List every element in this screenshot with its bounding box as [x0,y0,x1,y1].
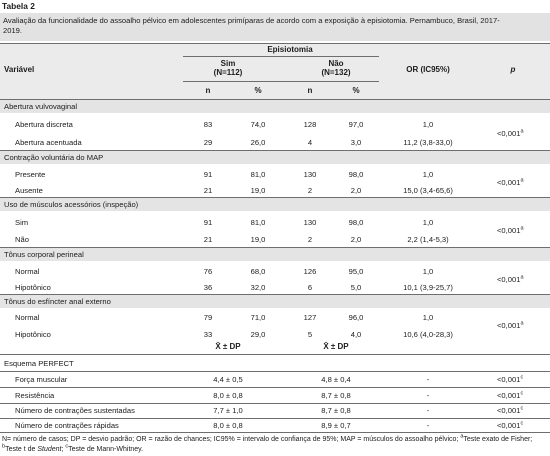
cell-nao-percent: 4,0 [350,330,362,339]
cell-nao-percent: 95,0 [348,267,364,276]
cell-or: - [426,421,430,430]
section-rule [0,354,550,355]
row-label: Normal [15,313,40,322]
row-label: Número de contrações sustentadas [15,406,135,415]
row-label: Número de contrações rápidas [15,421,119,430]
cell-p-value: <0,001$^c$ [497,420,524,430]
cell-nao-count: 126 [303,267,317,276]
cell-sim-percent: 71,0 [250,313,266,322]
cell-sim-mean: 8,0 ± 0,8 [213,391,243,400]
row-label: Resistência [15,391,55,400]
cell-p-value: <0,001$^a$ [497,274,524,284]
header-episiotomia: Episiotomia [267,45,313,54]
header-sim-percent: % [254,86,262,95]
section-bar [0,100,550,113]
cell-nao-count: 5 [307,330,313,339]
cell-sim-percent: 74,0 [250,120,266,129]
cell-nao-percent: 98,0 [348,170,364,179]
row-label: Hipotônico [15,330,51,339]
cell-sim-count: 36 [203,283,213,292]
cell-sim-percent: 19,0 [250,186,266,195]
cell-sim-count: 76 [203,267,213,276]
cell-sim-mean: 8,0 ± 0,8 [213,421,243,430]
footnote-line-2: $^b$Teste t de Student; $^c$Teste de Mann-Whitney. [2,443,144,453]
cell-nao-count: 2 [307,235,313,244]
header-sim-n: (N=112) [213,68,243,77]
cell-nao-percent: 96,0 [348,313,364,322]
cell-nao-mean: 8,9 ± 0,7 [321,421,351,430]
cell-nao-percent: 97,0 [348,120,364,129]
cell-sim-percent: 26,0 [250,138,266,147]
cell-nao-percent: 2,0 [350,186,362,195]
cell-p-value: <0,001$^c$ [497,374,524,384]
cell-or: 10,6 (4,0-28,3) [403,330,453,339]
cell-or: - [426,406,430,415]
section-label: Tônus corporal perineal [4,250,84,259]
cell-p-value: <0,001$^a$ [497,320,524,330]
header-nao-count: n [307,86,313,95]
cell-sim-count: 21 [203,186,213,195]
row-label: Normal [15,267,40,276]
cell-or: 2,2 (1,4-5,3) [407,235,449,244]
row-label: Hipotônico [15,283,51,292]
cell-nao-percent: 5,0 [350,283,362,292]
header-nao: Não [328,59,344,68]
cell-or: 1,0 [422,313,434,322]
row-label: Ausente [15,186,43,195]
cell-p-value: <0,001$^c$ [497,405,524,415]
header-sim-count: n [205,86,211,95]
row-label: Presente [15,170,46,179]
row-label: Abertura discreta [15,120,73,129]
episiotomia-rule [183,56,379,57]
header-nao-percent: % [352,86,360,95]
cell-nao-count: 6 [307,283,313,292]
cell-p-value: <0,001$^a$ [497,128,524,138]
cell-or: - [426,391,430,400]
row-rule [0,403,550,404]
cell-sim-percent: 81,0 [250,170,266,179]
row-label: Força muscular [15,375,68,384]
caption-line-1: Avaliação da funcionalidade do assoalho pélvico em adolescentes primíparas de acordo com a exposição à episiotomia. Pernambuco, Brasil, 2017- [3,16,500,25]
cell-sim-count: 21 [203,235,213,244]
cell-sim-count: 83 [203,120,213,129]
cell-sim-count: 29 [203,138,213,147]
cell-nao-count: 130 [303,170,317,179]
cell-sim-percent: 32,0 [250,283,266,292]
table-number: Tabela 2 [2,1,35,11]
section-label: Contração voluntária do MAP [4,153,104,162]
header-p: p [510,65,516,74]
cell-sim-count: 33 [203,330,213,339]
section-label: Esquema PERFECT [4,359,74,368]
mean-sd-header-sim: X̄ ± DP [215,342,241,351]
cell-or: 11,2 (3,8-33,0) [403,138,453,147]
cell-p-value: <0,001$^a$ [497,225,524,235]
cell-nao-count: 127 [303,313,317,322]
cell-nao-mean: 8,7 ± 0,8 [321,406,351,415]
cell-sim-count: 79 [203,313,213,322]
cell-or: 1,0 [422,170,434,179]
cell-sim-percent: 19,0 [250,235,266,244]
caption-line-2: 2019. [3,26,23,35]
cell-or: 1,0 [422,120,434,129]
cell-nao-count: 128 [303,120,317,129]
row-label: Sim [15,218,29,227]
cell-nao-mean: 4,8 ± 0,4 [321,375,351,384]
header-variavel: Variável [4,65,35,74]
header-sim: Sim [220,59,236,68]
row-rule [0,371,550,372]
mean-sd-header-nao: X̄ ± DP [323,342,349,351]
cell-or: 1,0 [422,218,434,227]
section-label: Tônus do esfíncter anal externo [4,297,111,306]
footnote-line-1: N= número de casos; DP = desvio padrão; OR = razão de chances; IC95% = intervalo de confiança de 95%; MAP = músculos do assoalho pélvico; $^a$Teste exato de Fisher; [2,433,533,443]
cell-sim-percent: 68,0 [250,267,266,276]
cell-p-value: <0,001$^c$ [497,390,524,400]
table-bottom-rule [0,432,550,433]
header-or: OR (IC95%) [406,65,450,74]
cell-nao-count: 4 [307,138,313,147]
row-rule [0,418,550,419]
cell-nao-count: 130 [303,218,317,227]
cell-sim-percent: 81,0 [250,218,266,227]
cell-sim-count: 91 [203,218,213,227]
cell-or: - [426,375,430,384]
cell-or: 10,1 (3,9-25,7) [403,283,453,292]
header-top-rule [0,43,550,44]
cell-p-value: <0,001$^a$ [497,177,524,187]
row-rule [0,387,550,388]
section-label: Uso de músculos acessórios (inspeção) [4,200,139,209]
cell-sim-mean: 4,4 ± 0,5 [213,375,243,384]
header-nao-n: (N=132) [321,68,351,77]
section-label: Abertura vulvovaginal [4,102,78,111]
cell-or: 1,0 [422,267,434,276]
cell-nao-percent: 3,0 [350,138,362,147]
row-label: Abertura acentuada [15,138,82,147]
table-caption [0,13,550,41]
cell-or: 15,0 (3,4-65,6) [403,186,453,195]
cell-sim-mean: 7,7 ± 1,0 [213,406,243,415]
cell-nao-percent: 98,0 [348,218,364,227]
cell-sim-count: 91 [203,170,213,179]
cell-nao-count: 2 [307,186,313,195]
cell-sim-percent: 29,0 [250,330,266,339]
subheader-rule [183,81,379,82]
cell-nao-percent: 2,0 [350,235,362,244]
cell-nao-mean: 8,7 ± 0,8 [321,391,351,400]
row-label: Não [15,235,29,244]
